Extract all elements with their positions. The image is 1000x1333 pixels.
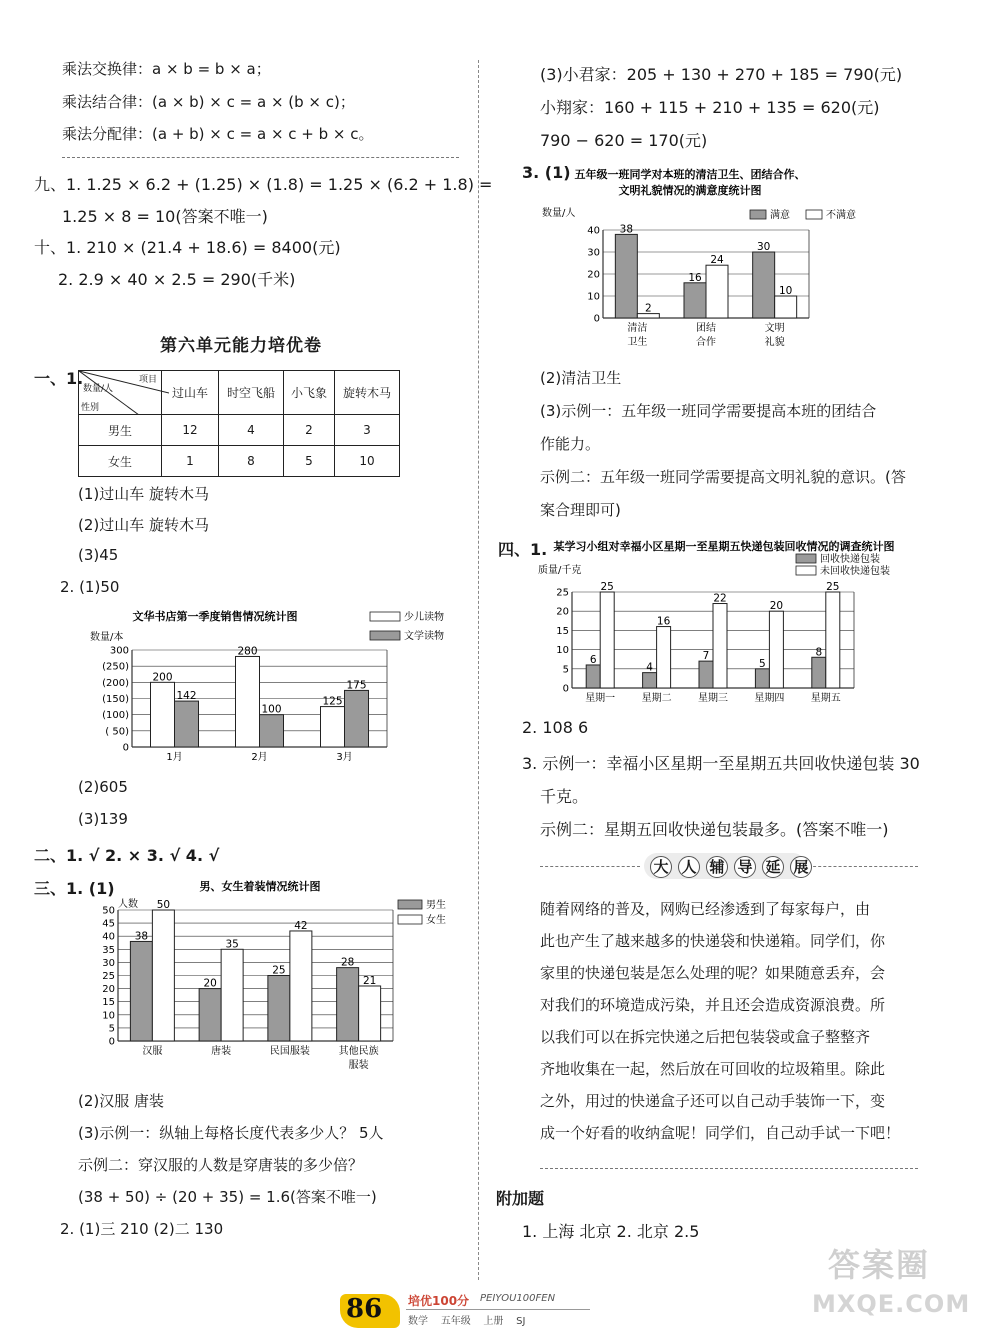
divider — [62, 157, 459, 158]
data-label: 200 — [152, 671, 173, 684]
data-label: 16 — [688, 271, 702, 284]
chart-title: 男、女生着装情况统计图 — [199, 880, 321, 893]
banner-char: 大 — [650, 856, 672, 878]
part3-label: 三、1. (1) — [34, 879, 115, 898]
row-label: 男生 — [79, 415, 162, 446]
y-tick-label: 10 — [556, 645, 569, 657]
y-tick-label: 25 — [556, 587, 569, 599]
y-tick-label: 5 — [108, 1023, 115, 1035]
y-tick-label: 30 — [587, 247, 600, 259]
legend-label: 回收快递包装 — [820, 554, 880, 565]
bar — [321, 707, 345, 747]
data-label: 30 — [756, 241, 771, 253]
paragraph-line: 以我们可以在拆完快递之后把包装袋或盒子整整齐 — [540, 1028, 871, 1046]
col-header: 时空飞船 — [219, 371, 284, 415]
legend-label: 文学读物 — [404, 631, 444, 642]
x-tick-label: 礼貌 — [764, 337, 785, 348]
bar — [345, 690, 369, 747]
col-header: 小飞象 — [284, 371, 335, 415]
unit-title: 第六单元能力培优卷 — [160, 336, 322, 356]
y-tick-label: 30 — [102, 957, 115, 969]
y-axis-label: 数量/本 — [90, 632, 124, 643]
bar — [812, 657, 826, 688]
bar — [130, 941, 152, 1041]
y-tick-label: 0 — [562, 683, 569, 695]
cell: 10 — [335, 446, 400, 477]
legend-label: 女生 — [426, 915, 446, 926]
s2-answer2: (2)605 — [78, 778, 128, 796]
data-label: 35 — [225, 938, 239, 951]
data-label: 20 — [769, 600, 784, 613]
data-label: 125 — [322, 695, 343, 708]
p3-answer4: 示例二：穿汉服的人数是穿唐装的多少倍？ — [78, 1156, 364, 1174]
footer-brand: 培优100分 — [408, 1294, 470, 1308]
data-label: 24 — [710, 254, 724, 267]
x-tick-label: 1月 — [166, 752, 183, 763]
legend-label: 未回收快递包装 — [820, 566, 890, 577]
q3-answer4b: 案合理即可) — [540, 501, 621, 519]
q3-answer3: (3)示例一：五年级一班同学需要提高本班的团结合 — [540, 402, 877, 420]
bar — [753, 252, 775, 318]
banner-char: 辅 — [706, 856, 728, 878]
y-tick-label: 10 — [102, 1010, 115, 1022]
banner-char: 人 — [678, 856, 700, 878]
col-header: 过山车 — [162, 371, 219, 415]
banner-line-right — [808, 866, 918, 867]
data-label: 8 — [815, 646, 823, 659]
y-tick-label: 300 — [109, 645, 129, 657]
bar — [826, 592, 840, 688]
q4-answer2: 2. 108 6 — [522, 718, 589, 737]
footer-subtitle: 数学 五年级 上册 SJ — [408, 1316, 526, 1327]
data-label: 42 — [294, 919, 308, 932]
x-tick-label: 文明 — [764, 323, 785, 334]
y-tick-label: 5 — [562, 664, 569, 676]
x-tick-label: 合作 — [696, 337, 716, 348]
x-tick-label: 星期一 — [585, 693, 616, 704]
col-header: 旋转木马 — [335, 371, 400, 415]
banner-char: 延 — [762, 856, 784, 878]
legend-swatch — [398, 900, 422, 909]
y-tick-label: 20 — [102, 984, 115, 996]
data-label: 22 — [713, 592, 727, 605]
corner-top: 项目 — [138, 375, 157, 385]
law-distributive: 乘法分配律：(a + b) × c = a × c + b × c。 — [62, 125, 374, 143]
banner-title — [650, 856, 812, 878]
x-tick-label: 星期四 — [754, 693, 785, 704]
legend-label: 满意 — [770, 210, 790, 221]
p3-answer3: (3)示例一：纵轴上每格长度代表多少人？ 5人 — [78, 1124, 384, 1142]
q4-answer4: 示例二：星期五回收快递包装最多。(答案不唯一) — [540, 820, 889, 839]
bar — [615, 234, 637, 318]
bar — [337, 968, 359, 1041]
legend-swatch — [370, 631, 400, 640]
banner-char: 展 — [790, 856, 812, 878]
data-label: 16 — [656, 615, 671, 628]
data-label: 7 — [702, 650, 710, 663]
paragraph-line: 齐地收集在一起，然后放在可回收的垃圾箱里。除此 — [540, 1060, 886, 1078]
bar — [236, 656, 260, 747]
y-tick-label: 20 — [556, 606, 569, 618]
column-divider — [478, 60, 479, 1280]
y-tick-label: 40 — [587, 225, 600, 237]
q3-answer3b: 作能力。 — [540, 435, 601, 453]
p3-answer5: (38 + 50) ÷ (20 + 35) = 1.6(答案不唯一) — [78, 1188, 377, 1206]
r-line1: (3)小君家：205 + 130 + 270 + 185 = 790(元) — [540, 65, 903, 84]
paragraph-line: 此也产生了越来越多的快递袋和快递箱。同学们，你 — [540, 932, 886, 950]
q9-line1: 九、1. 1.25 × 6.2 + (1.25) × (1.8) = 1.25 × (6.2 + 1.8) = — [34, 175, 493, 194]
bar — [152, 910, 174, 1041]
data-label: 4 — [646, 661, 653, 674]
y-tick-label: (150) — [102, 694, 129, 705]
footer-brand-en: PEIYOU100FEN — [480, 1293, 556, 1304]
q3-answer4: 示例二：五年级一班同学需要提高文明礼貌的意识。(答 — [540, 468, 906, 486]
extra-answer: 1. 上海 北京 2. 北京 2.5 — [522, 1222, 700, 1241]
y-tick-label: 15 — [556, 625, 569, 637]
p3-q2-answer: 2. (1)三 210 (2)二 130 — [60, 1220, 224, 1238]
law-associative: 乘法结合律：(a × b) × c = a × (b × c)； — [62, 93, 355, 111]
y-tick-label: 25 — [102, 971, 115, 982]
cell: 4 — [219, 415, 284, 446]
s1-label: 一、1. — [34, 369, 84, 388]
legend-swatch — [796, 566, 816, 575]
x-tick-label: 星期三 — [698, 693, 728, 704]
x-tick-label: 服装 — [348, 1060, 369, 1071]
y-tick-label: ( 50) — [105, 726, 129, 738]
extra-title: 附加题 — [496, 1189, 545, 1208]
x-tick-label: 卫生 — [627, 337, 648, 348]
bar — [706, 265, 728, 318]
x-tick-label: 星期五 — [810, 693, 841, 704]
law-commutative: 乘法交换律：a × b = b × a； — [62, 60, 271, 78]
y-tick-label: 50 — [102, 905, 115, 917]
y-tick-label: 0 — [122, 742, 129, 754]
chart-title: 某学习小组对幸福小区星期一至星期五快递包装回收情况的调查统计图 — [553, 540, 895, 553]
bar — [713, 604, 727, 688]
q4-label: 四、1. — [498, 540, 548, 559]
cell: 1 — [162, 446, 219, 477]
x-tick-label: 其他民族 — [338, 1046, 379, 1057]
data-label: 50 — [156, 899, 171, 911]
legend-swatch — [806, 210, 822, 219]
legend-swatch — [796, 554, 816, 563]
footer — [340, 1292, 640, 1330]
bar — [175, 701, 199, 747]
chart-title: 五年级一班同学对本班的清洁卫生、团结合作、 — [574, 168, 806, 181]
s1-answer2: (2)过山车 旋转木马 — [78, 516, 210, 534]
x-tick-label: 团结 — [696, 323, 716, 334]
parcels-chart — [534, 538, 929, 710]
y-tick-label: 20 — [587, 269, 600, 281]
s2-answer3: (3)139 — [78, 810, 128, 828]
watermark-url: MXQE.COM — [812, 1290, 971, 1318]
banner-char: 导 — [734, 856, 756, 878]
y-tick-label: 0 — [593, 313, 600, 325]
paragraph-line: 对我们的环境造成污染，并且还会造成资源浪费。所 — [540, 996, 886, 1014]
s2-answer1: 2. (1)50 — [60, 578, 120, 596]
watermark-logo: 答案圈 — [828, 1246, 931, 1284]
s1-answer1: (1)过山车 旋转木马 — [78, 485, 210, 503]
banner-bottom-line — [540, 1168, 918, 1169]
bar — [699, 661, 713, 688]
x-tick-label: 唐装 — [211, 1046, 232, 1057]
bar — [684, 283, 706, 318]
x-tick-label: 民国服装 — [269, 1046, 310, 1057]
paragraph-line: 成一个好看的收纳盒呢！同学们，自己动手试一下吧！ — [540, 1124, 901, 1142]
bar — [657, 627, 671, 688]
table-corner — [79, 371, 162, 415]
cell: 8 — [219, 446, 284, 477]
y-axis-label: 人数 — [118, 899, 138, 910]
data-label: 5 — [759, 657, 766, 670]
y-axis-label: 质量/千克 — [538, 565, 582, 576]
corner-mid: 数量/人 — [83, 384, 114, 394]
data-label: 25 — [826, 581, 840, 593]
x-tick-label: 星期二 — [641, 693, 672, 704]
cell: 3 — [335, 415, 400, 446]
bar — [359, 986, 381, 1041]
paragraph-line: 之外，用过的快递盒子还可以自己动手装饰一下，变 — [540, 1092, 886, 1110]
y-tick-label: 15 — [102, 997, 115, 1009]
paragraph-line: 家里的快递包装是怎么处理的呢？如果随意丢弃，会 — [540, 964, 886, 982]
q10-line2: 2. 2.9 × 40 × 2.5 = 290(千米) — [58, 270, 296, 289]
bar — [290, 931, 312, 1041]
x-tick-label: 2月 — [251, 752, 268, 763]
bar — [775, 296, 797, 318]
legend-label: 男生 — [426, 900, 446, 911]
bar — [586, 665, 600, 688]
data-label: 20 — [203, 977, 217, 990]
data-label: 28 — [340, 956, 355, 969]
page-number: 86 — [346, 1294, 383, 1324]
satisfaction-chart — [530, 166, 875, 354]
cell: 2 — [284, 415, 335, 446]
data-label: 142 — [176, 690, 197, 703]
bar — [199, 989, 221, 1041]
y-tick-label: 0 — [108, 1036, 115, 1048]
q4-answer3: 3. 示例一：幸福小区星期一至星期五共回收快递包装 30 — [522, 754, 920, 773]
table-row — [79, 446, 400, 477]
bar — [260, 715, 284, 747]
r-line2: 小翔家：160 + 115 + 210 + 135 = 620(元) — [540, 98, 880, 117]
y-tick-label: 10 — [587, 291, 600, 303]
data-label: 280 — [237, 645, 258, 658]
cell: 5 — [284, 446, 335, 477]
data-label: 25 — [600, 581, 614, 593]
q3-answer2: (2)清洁卫生 — [540, 369, 622, 387]
bar — [755, 669, 769, 688]
bar — [600, 592, 614, 688]
data-label: 25 — [272, 964, 286, 977]
y-tick-label: 45 — [102, 918, 115, 930]
cell: 12 — [162, 415, 219, 446]
legend-swatch — [398, 915, 422, 924]
row-label: 女生 — [79, 446, 162, 477]
legend-label: 不满意 — [826, 210, 856, 221]
data-label: 21 — [362, 974, 377, 987]
data-label: 6 — [589, 653, 597, 666]
data-label: 175 — [346, 679, 367, 692]
chart-title: 文华书店第一季度销售情况统计图 — [132, 610, 298, 623]
y-tick-label: 35 — [102, 944, 115, 956]
paragraph-line: 随着网络的普及，网购已经渗透到了每家每户，由 — [540, 900, 871, 918]
chart-title: 文明礼貌情况的满意度统计图 — [618, 184, 762, 197]
bar — [151, 682, 175, 747]
q3-label: 3. (1) — [522, 163, 571, 182]
x-tick-label: 汉服 — [142, 1046, 163, 1057]
q10-line1: 十、1. 210 × (21.4 + 18.6) = 8400(元) — [34, 238, 341, 257]
q4-answer3b: 千克。 — [540, 787, 589, 806]
data-label: 38 — [619, 223, 634, 236]
s1-answer3: (3)45 — [78, 546, 119, 564]
bar — [221, 949, 243, 1041]
y-tick-label: (250) — [102, 661, 129, 673]
bookstore-chart — [80, 606, 460, 772]
banner-line-left — [540, 866, 640, 867]
table-row — [79, 415, 400, 446]
survey-table — [78, 370, 400, 477]
bar — [643, 673, 657, 688]
data-label: 100 — [261, 703, 282, 716]
bar — [769, 611, 783, 688]
clothes-chart — [80, 874, 460, 1084]
y-tick-label: (200) — [102, 677, 129, 689]
legend-swatch — [370, 612, 400, 621]
legend-swatch — [750, 210, 766, 219]
y-tick-label: (100) — [102, 710, 129, 722]
x-tick-label: 3月 — [336, 752, 353, 763]
r-line3: 790 − 620 = 170(元) — [540, 131, 708, 150]
data-label: 38 — [134, 930, 149, 943]
y-axis-label: 数量/人 — [542, 208, 576, 219]
data-label: 10 — [778, 285, 793, 297]
legend-label: 少儿读物 — [404, 612, 444, 623]
part2-answers: 二、1. √ 2. × 3. √ 4. √ — [34, 846, 220, 865]
p3-answer2: (2)汉服 唐装 — [78, 1092, 165, 1110]
extension-paragraph — [540, 893, 900, 1149]
y-tick-label: 40 — [102, 931, 115, 943]
q9-line2: 1.25 × 8 = 10(答案不唯一) — [62, 207, 268, 226]
corner-bottom: 性别 — [81, 403, 100, 413]
data-label: 2 — [644, 302, 652, 315]
bar — [268, 976, 290, 1042]
x-tick-label: 清洁 — [627, 323, 648, 334]
